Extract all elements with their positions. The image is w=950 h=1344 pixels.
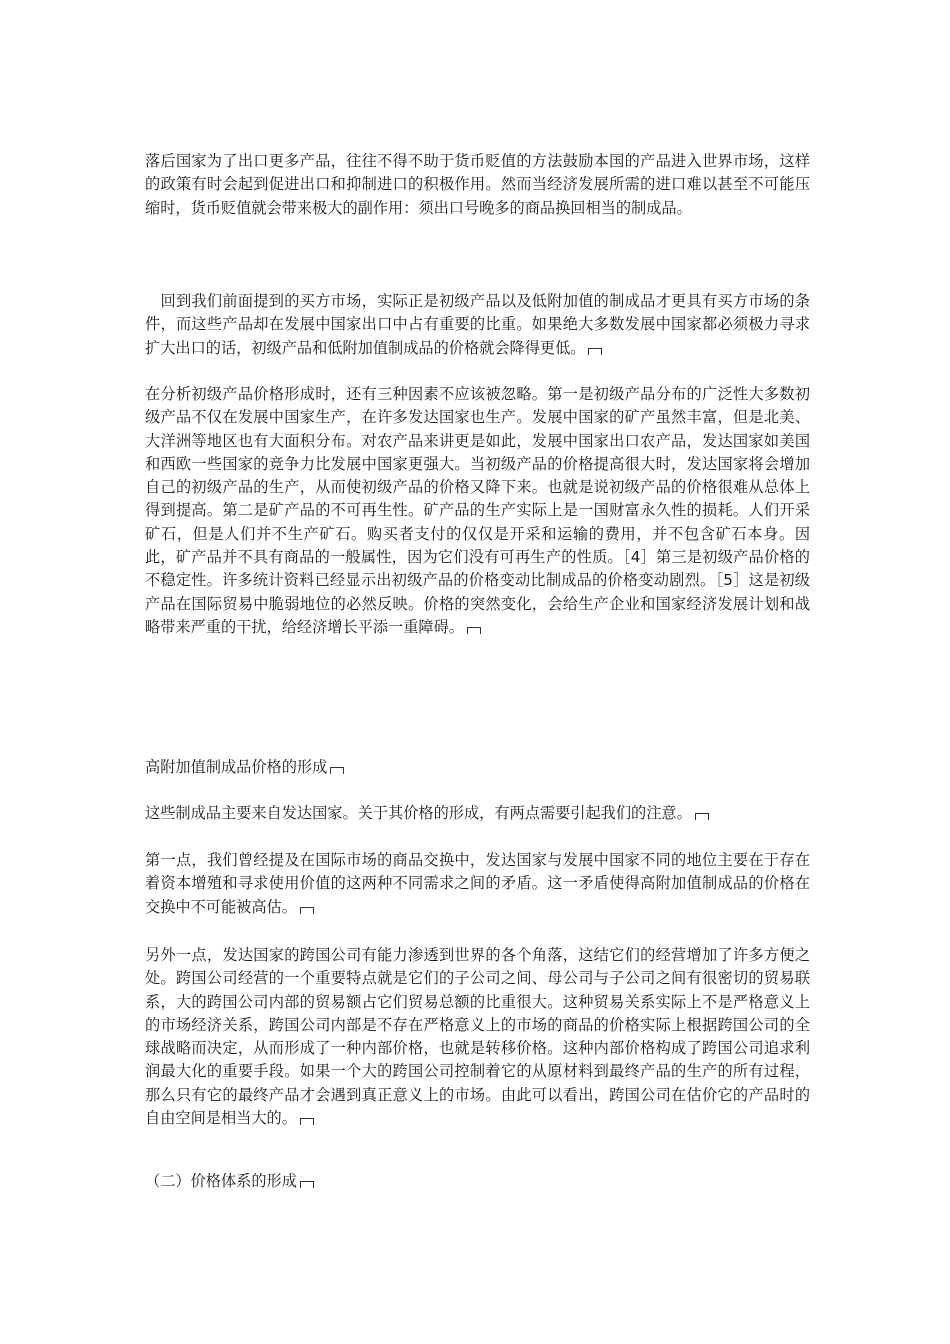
paragraph-text: 在分析初级产品价格形成时，还有三种因素不应该被忽略。第一是初级产品分布的广泛性大多数初级产品不仅在发展中国家生产，在许多发达国家也生产。发展中国家的矿产虽然丰富，但是北美、大洋洲等地区也有大面积分布。对农产品来讲更是如此，发展中国家出口农产品，发达国家如美国和西欧一些国家的竞争力比发展中国家更强大。当初级产品的价格提高很大时，发达国家将会增加自己的初级产品的生产，从而使初级产品的价格又降下来。也就是说初级产品的价格很难从总体上得到提高。第二是矿产品的不可再生性。矿产品的生产实际上是一国财富永久性的损耗。人们开采矿石，但是人们并不生产矿石。购买者支付的仅仅是开采和运输的费用，并不包含矿石本身。因此，矿产品并不具有商品的一般属性，因为它们没有可再生产的性质。［4］第三是初级产品价格的不稳定性。许多统计资料已经显示出初级产品的价格变动比制成品的价格变动剧烈。［5］这是初级产品在国际贸易中脆弱地位的必然反映。价格的突然变化，会给生产企业和国家经济发展计划和战略带来严重的干扰，给经济增长平添一重障碍。 <box>145 385 810 636</box>
paragraph-multinational-transfer-pricing <box>145 944 810 1130</box>
paragraph-text: 这些制成品主要来自发达国家。关于其价格的形成，有两点需要引起我们的注意。 <box>145 804 692 822</box>
paragraph-text: 第一点，我们曾经提及在国际市场的商品交换中，发达国家与发展中国家不同的地位主要在于存在着资本增殖和寻求使用价值的这两种不同需求之间的矛盾。这一矛盾使得高附加值制成品的价格在交换中不可能被高估。 <box>145 851 810 916</box>
paragraph-mark-icon <box>330 767 344 774</box>
paragraph-primary-products-factors <box>145 383 810 639</box>
paragraph-mark-icon <box>300 907 314 914</box>
paragraph-mark-icon <box>588 348 602 355</box>
paragraph-mark-icon <box>300 1181 314 1188</box>
section-heading-high-value-manufactures <box>145 756 810 779</box>
paragraph-mark-icon <box>467 627 481 634</box>
paragraph-first-point <box>145 849 810 919</box>
paragraph-currency-devaluation <box>145 150 810 220</box>
paragraph-text: 另外一点，发达国家的跨国公司有能力渗透到世界的各个角落，这结它们的经营增加了许多方便之处。跨国公司经营的一个重要特点就是它们的子公司之间、母公司与子公司之间有很密切的贸易联系，大的跨国公司内部的贸易额占它们贸易总额的比重很大。这种贸易关系实际上不是严格意义上的市场经济关系，跨国公司内部是不存在严格意义上的市场的商品的价格实际上根据跨国公司的全球战略而决定，从而形成了一种内部价格，也就是转移价格。这种内部价格构成了跨国公司追求利润最大化的重要手段。如果一个大的跨国公司控制着它的从原材料到最终产品的生产的所有过程，那么只有它的最终产品才会遇到真正意义上的市场。由此可以看出，跨国公司在估价它的产品时的自由空间是相当大的。 <box>145 946 810 1128</box>
paragraph-developed-countries <box>145 802 810 825</box>
paragraph-mark-icon <box>300 1118 314 1125</box>
paragraph-mark-icon <box>695 813 709 820</box>
heading-text: （二）价格体系的形成 <box>145 1172 297 1190</box>
paragraph-text: 回到我们前面提到的买方市场，实际正是初级产品以及低附加值的制成品才更具有买方市场的条件，而这些产品却在发展中国家出口中占有重要的比重。如果绝大多数发展中国家都必须极力寻求扩大出口的话，初级产品和低附加值制成品的价格就会降得更低。 <box>145 292 810 357</box>
heading-text: 高附加值制成品价格的形成 <box>145 758 328 776</box>
paragraph-buyers-market <box>145 290 810 360</box>
section-heading-price-system <box>145 1170 810 1193</box>
paragraph-text: 落后国家为了出口更多产品，往往不得不助于货币贬值的方法鼓励本国的产品进入世界市场，这样的政策有时会起到促进出口和抑制进口的积极作用。然而当经济发展所需的进口难以甚至不可能压缩时，货币贬值就会带来极大的副作用：须出口号晚多的商品换回相当的制成品。 <box>145 152 810 217</box>
